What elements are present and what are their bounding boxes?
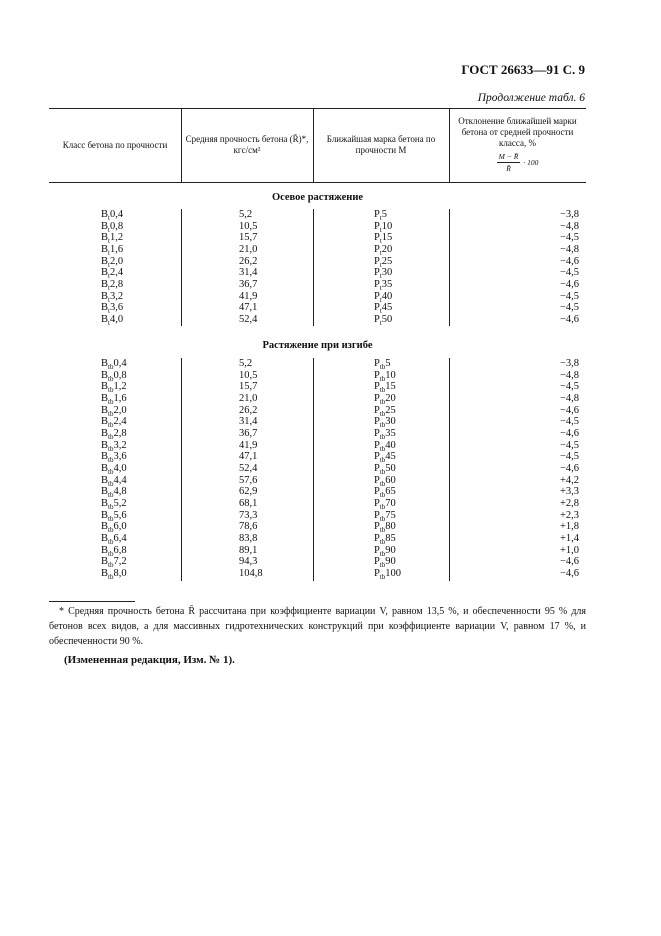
- table-row: [49, 533, 586, 545]
- grade-cell: $P_{tb}75$: [374, 509, 396, 523]
- strength-cell: 26,2: [239, 404, 258, 416]
- strength-cell: 36,7: [239, 278, 258, 290]
- grade-cell: $P_t45$: [374, 302, 393, 316]
- table-row: [49, 209, 586, 221]
- strength-cell: 78,6: [239, 521, 258, 533]
- class-cell: $B_{tb}5,2$: [101, 497, 127, 511]
- class-cell: $B_t1,2$: [101, 232, 124, 246]
- strength-cell: 21,0: [239, 392, 258, 404]
- deviation-cell: −4,5: [559, 232, 579, 244]
- grade-cell: $P_{tb}65$: [374, 486, 396, 500]
- table-row: [49, 381, 586, 393]
- grade-cell: $P_{tb}10$: [374, 369, 396, 383]
- table-header-rule: [49, 182, 586, 183]
- deviation-cell: −4,6: [559, 255, 579, 267]
- grade-cell: $P_{tb}60$: [374, 474, 396, 488]
- deviation-cell: +1,8: [559, 521, 579, 533]
- revision-note: (Измененная редакция, Изм. № 1).: [64, 654, 235, 666]
- table-row: [49, 370, 586, 382]
- grade-cell: $P_{tb}30$: [374, 416, 396, 430]
- deviation-cell: −4,8: [559, 392, 579, 404]
- deviation-cell: −4,6: [559, 404, 579, 416]
- grade-cell: $P_{tb}70$: [374, 497, 396, 511]
- deviation-cell: −4,8: [559, 243, 579, 255]
- strength-cell: 31,4: [239, 267, 258, 279]
- deviation-cell: +1,4: [559, 532, 579, 544]
- deviation-cell: −4,5: [559, 416, 579, 428]
- class-cell: $B_t4,0$: [101, 313, 124, 327]
- deviation-cell: −4,5: [559, 290, 579, 302]
- class-cell: $B_{tb}8,0$: [101, 567, 127, 581]
- grade-cell: $P_{tb}100$: [374, 567, 402, 581]
- table-row: [49, 416, 586, 428]
- class-cell: $B_{tb}4,4$: [101, 474, 127, 488]
- class-cell: $B_{tb}6,8$: [101, 544, 127, 558]
- class-cell: $B_{tb}0,4$: [101, 358, 127, 372]
- grade-cell: $P_{tb}15$: [374, 381, 396, 395]
- grade-cell: $P_t40$: [374, 290, 393, 304]
- strength-cell: 47,1: [239, 302, 258, 314]
- class-cell: $B_{tb}7,2$: [101, 556, 127, 570]
- class-cell: $B_t2,8$: [101, 278, 124, 293]
- deviation-cell: −3,8: [559, 358, 579, 369]
- table-row: [49, 440, 586, 452]
- deviation-cell: −4,6: [559, 278, 579, 290]
- grade-cell: $P_t35$: [374, 278, 393, 293]
- class-cell: $B_{tb}6,0$: [101, 521, 127, 535]
- deviation-cell: −4,5: [559, 381, 579, 393]
- strength-cell: 62,9: [239, 486, 258, 498]
- class-cell: $B_t2,4$: [101, 267, 124, 281]
- class-cell: $B_t2,0$: [101, 255, 124, 269]
- table-row: [49, 498, 586, 510]
- class-cell: $B_{tb}3,6$: [101, 451, 127, 465]
- grade-cell: $P_t20$: [374, 243, 393, 258]
- strength-cell: 41,9: [239, 439, 258, 451]
- class-cell: $B_{tb}2,0$: [101, 404, 127, 418]
- column-header-class: Класс бетона по прочности: [62, 139, 168, 150]
- class-cell: $B_t0,4$: [101, 209, 124, 223]
- grade-cell: $P_{tb}40$: [374, 439, 396, 453]
- grade-cell: $P_t30$: [374, 267, 393, 281]
- grade-cell: $P_{tb}90$: [374, 544, 396, 558]
- class-cell: $B_{tb}4,0$: [101, 462, 127, 476]
- class-cell: $B_{tb}1,2$: [101, 381, 127, 395]
- grade-cell: $P_{tb}20$: [374, 392, 396, 407]
- strength-cell: 15,7: [239, 232, 258, 244]
- section-rows-axial-tension: [49, 209, 586, 326]
- section-title-axial-tension: Осевое растяжение: [271, 192, 364, 203]
- deviation-cell: +4,2: [559, 474, 579, 486]
- table-row: [49, 291, 586, 303]
- table-row: [49, 279, 586, 291]
- table-row: [49, 451, 586, 463]
- deviation-cell: +3,3: [559, 486, 579, 498]
- grade-cell: $P_t15$: [374, 232, 393, 246]
- grade-cell: $P_{tb}45$: [374, 451, 396, 465]
- table-row: [49, 486, 586, 498]
- strength-cell: 5,2: [239, 358, 253, 369]
- section-rows-flexural-tension: [49, 358, 586, 579]
- table-row: [49, 302, 586, 314]
- table-row: [49, 232, 586, 244]
- strength-cell: 94,3: [239, 556, 258, 568]
- table-row: [49, 521, 586, 533]
- class-cell: $B_{tb}4,8$: [101, 486, 127, 500]
- section-title-flexural-tension: Растяжение при изгибе: [262, 340, 373, 351]
- table-continuation-label: Продолжение табл. 6: [477, 92, 585, 104]
- strength-cell: 52,4: [239, 313, 258, 325]
- table-row: [49, 244, 586, 256]
- deviation-cell: +2,3: [559, 509, 579, 521]
- strength-cell: 15,7: [239, 381, 258, 393]
- column-header-mean-strength: Средняя прочность бетона (R̄)*, кгс/см²: [185, 134, 309, 155]
- grade-cell: $P_{tb}35$: [374, 427, 396, 442]
- table-row: [49, 221, 586, 233]
- deviation-cell: −3,8: [559, 209, 579, 220]
- table-row: [49, 556, 586, 568]
- deviation-cell: −4,5: [559, 267, 579, 279]
- table-row: [49, 510, 586, 522]
- class-cell: $B_{tb}2,4$: [101, 416, 127, 430]
- grade-cell: $P_{tb}85$: [374, 532, 396, 546]
- class-cell: $B_t3,6$: [101, 302, 124, 316]
- deviation-cell: −4,6: [559, 313, 579, 325]
- strength-cell: 83,8: [239, 532, 258, 544]
- deviation-cell: −4,6: [559, 427, 579, 439]
- table-row: [49, 475, 586, 487]
- grade-cell: $P_t25$: [374, 255, 393, 269]
- strength-cell: 73,3: [239, 509, 258, 521]
- class-cell: $B_{tb}2,8$: [101, 427, 127, 442]
- table-row: [49, 463, 586, 475]
- deviation-formula: $\frac{M - R̄}{R̄}$ · 100: [498, 152, 539, 173]
- strength-cell: 52,4: [239, 462, 258, 474]
- strength-cell: 26,2: [239, 255, 258, 267]
- strength-cell: 57,6: [239, 474, 258, 486]
- deviation-cell: −4,6: [559, 556, 579, 568]
- table-row: [49, 428, 586, 440]
- strength-cell: 41,9: [239, 290, 258, 302]
- deviation-cell: −4,5: [559, 302, 579, 314]
- class-cell: $B_t3,2$: [101, 290, 124, 304]
- table-header: [49, 108, 586, 182]
- table-row: [49, 267, 586, 279]
- strength-cell: 10,5: [239, 369, 258, 381]
- column-header-deviation: Отклонение ближайшей марки бетона от средней прочности класса, % $\frac{M - R̄}{R̄}$ · 100: [458, 116, 577, 173]
- class-cell: $B_{tb}5,6$: [101, 509, 127, 523]
- footnote: * Средняя прочность бетона R̄ рассчитана при коэффициенте вариации V, равном 13,5 %, и обеспеченности 95 % для бетонов всех видов, а для массивных гидротехнических конструкций при коэффициенте вариации V, равном 17 %, и обеспеченности 90 %.: [49, 606, 586, 647]
- deviation-cell: +1,0: [559, 544, 579, 556]
- footnote-rule: [49, 601, 135, 602]
- class-cell: $B_{tb}1,6$: [101, 392, 127, 407]
- strength-cell: 5,2: [239, 209, 253, 220]
- strength-cell: 36,7: [239, 427, 258, 439]
- class-cell: $B_t0,8$: [101, 220, 124, 234]
- class-cell: $B_{tb}6,4$: [101, 532, 127, 546]
- grade-cell: $P_{tb}50$: [374, 462, 396, 476]
- deviation-cell: −4,8: [559, 369, 579, 381]
- grade-cell: $P_{tb}90$: [374, 556, 396, 570]
- strength-cell: 21,0: [239, 243, 258, 255]
- strength-cell: 89,1: [239, 544, 258, 556]
- deviation-cell: −4,8: [559, 220, 579, 232]
- table-row: [49, 314, 586, 326]
- strength-cell: 10,5: [239, 220, 258, 232]
- strength-cell: 31,4: [239, 416, 258, 428]
- deviation-cell: −4,5: [559, 451, 579, 463]
- grade-cell: $P_t10$: [374, 220, 393, 234]
- strength-cell: 104,8: [239, 567, 263, 579]
- grade-cell: $P_t50$: [374, 313, 393, 327]
- page-header: ГОСТ 26633—91 С. 9: [461, 62, 585, 77]
- table-row: [49, 568, 586, 580]
- table-row: [49, 358, 586, 370]
- grade-cell: $P_{tb}25$: [374, 404, 396, 418]
- deviation-cell: −4,6: [559, 462, 579, 474]
- grade-cell: $P_{tb}80$: [374, 521, 396, 535]
- table-row: [49, 405, 586, 417]
- grade-cell: $P_{tb}5$: [374, 358, 391, 372]
- strength-cell: 68,1: [239, 497, 258, 509]
- deviation-cell: −4,6: [559, 567, 579, 579]
- class-cell: $B_t1,6$: [101, 243, 124, 258]
- grade-cell: $P_t5$: [374, 209, 388, 223]
- deviation-cell: −4,5: [559, 439, 579, 451]
- column-header-nearest-grade: Ближайшая марка бетона по прочности М: [326, 134, 436, 155]
- table-row: [49, 545, 586, 557]
- deviation-cell: +2,8: [559, 497, 579, 509]
- class-cell: $B_{tb}0,8$: [101, 369, 127, 383]
- table-row: [49, 256, 586, 268]
- strength-cell: 47,1: [239, 451, 258, 463]
- table-row: [49, 393, 586, 405]
- class-cell: $B_{tb}3,2$: [101, 439, 127, 453]
